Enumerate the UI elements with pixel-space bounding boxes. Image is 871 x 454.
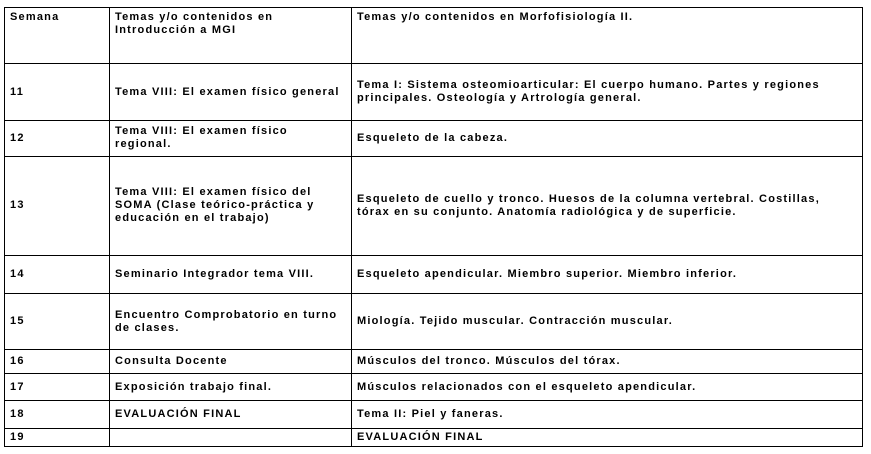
week-cell: 19	[5, 428, 110, 446]
morpho-topic-cell: Esqueleto de la cabeza.	[352, 120, 863, 156]
table-row	[5, 255, 863, 293]
morpho-topic-cell: Esqueleto apendicular. Miembro superior. Miembro inferior.	[352, 255, 863, 293]
week-cell: 17	[5, 374, 110, 400]
morpho-topic-cell: Tema I: Sistema osteomioarticular: El cuerpo humano. Partes y regiones principales. Osteología y Artrología general.	[352, 64, 863, 120]
table-row	[5, 428, 863, 446]
morpho-topic-cell: Músculos del tronco. Músculos del tórax.	[352, 350, 863, 374]
table-row	[5, 293, 863, 349]
morpho-topic-cell: Miología. Tejido muscular. Contracción muscular.	[352, 293, 863, 349]
header-week: Semana	[5, 8, 110, 64]
week-cell: 14	[5, 255, 110, 293]
intro-topic-cell: Tema VIII: El examen físico general	[110, 64, 352, 120]
morpho-topic-cell: Tema II: Piel y faneras.	[352, 400, 863, 428]
header-morpho-topics: Temas y/o contenidos en Morfofisiología II.	[352, 8, 863, 64]
week-cell: 11	[5, 64, 110, 120]
intro-topic-cell: Tema VIII: El examen físico del SOMA (Clase teórico-práctica y educación en el trabajo)	[110, 156, 352, 255]
week-cell: 12	[5, 120, 110, 156]
table-row	[5, 64, 863, 120]
week-cell: 15	[5, 293, 110, 349]
intro-topic-cell: Encuentro Comprobatorio en turno de clases.	[110, 293, 352, 349]
morpho-topic-cell: EVALUACIÓN FINAL	[352, 428, 863, 446]
week-cell: 13	[5, 156, 110, 255]
curriculum-table	[4, 7, 863, 447]
intro-topic-cell	[110, 428, 352, 446]
table-row	[5, 400, 863, 428]
intro-topic-cell: EVALUACIÓN FINAL	[110, 400, 352, 428]
table-row	[5, 374, 863, 400]
intro-topic-cell: Tema VIII: El examen físico regional.	[110, 120, 352, 156]
table-row	[5, 120, 863, 156]
intro-topic-cell: Exposición trabajo final.	[110, 374, 352, 400]
header-intro-topics: Temas y/o contenidos en Introducción a MGI	[110, 8, 352, 64]
week-cell: 18	[5, 400, 110, 428]
morpho-topic-cell: Músculos relacionados con el esqueleto apendicular.	[352, 374, 863, 400]
morpho-topic-cell: Esqueleto de cuello y tronco. Huesos de la columna vertebral. Costillas, tórax en su conjunto. Anatomía radiológica y de superficie.	[352, 156, 863, 255]
table-row	[5, 156, 863, 255]
intro-topic-cell: Consulta Docente	[110, 350, 352, 374]
table-row	[5, 350, 863, 374]
week-cell: 16	[5, 350, 110, 374]
intro-topic-cell: Seminario Integrador tema VIII.	[110, 255, 352, 293]
table-header-row	[5, 8, 863, 64]
